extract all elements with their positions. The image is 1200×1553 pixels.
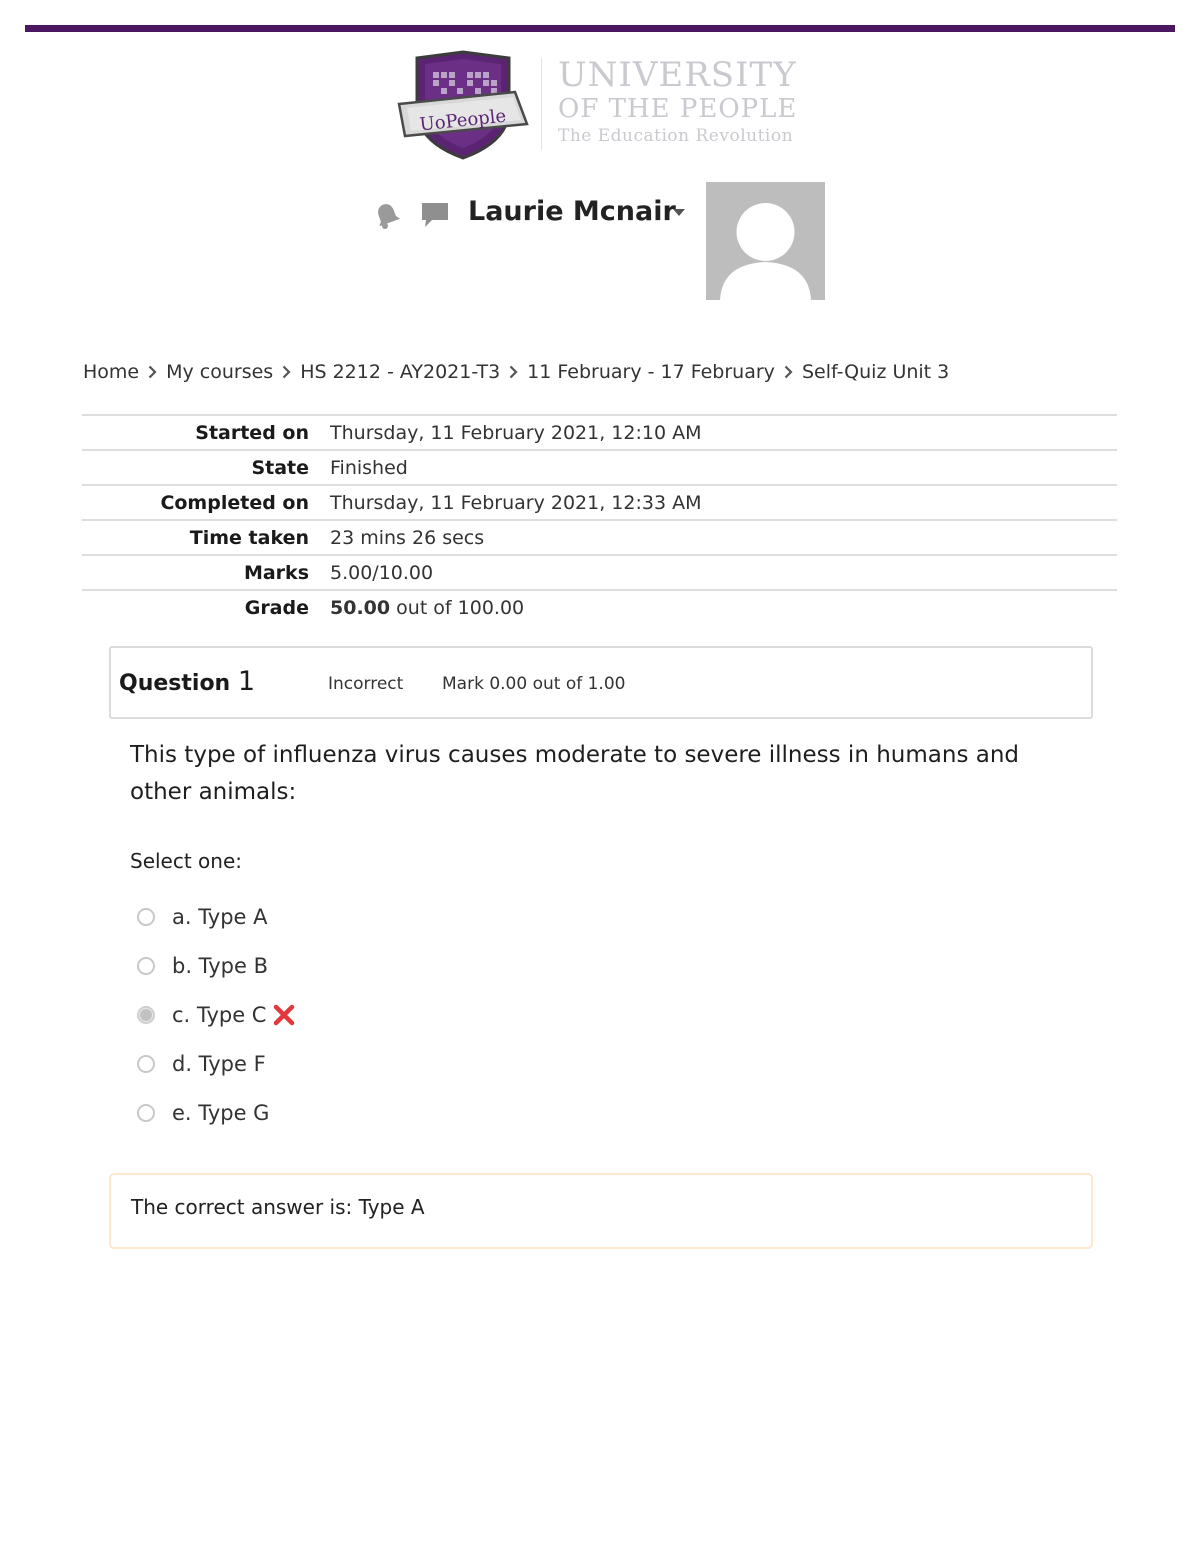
breadcrumb-my-courses[interactable]: My courses bbox=[166, 361, 274, 383]
state-value: Finished bbox=[330, 450, 1117, 485]
logo-name-line1: UNIVERSITY bbox=[558, 55, 797, 95]
chevron-right-icon bbox=[148, 365, 157, 379]
caret-down-icon[interactable] bbox=[672, 208, 686, 217]
question-label: Question bbox=[119, 671, 231, 696]
breadcrumb-course[interactable]: HS 2212 - AY2021-T3 bbox=[300, 361, 501, 383]
question-info-box bbox=[109, 646, 1093, 719]
logo-tagline: The Education Revolution bbox=[558, 126, 794, 146]
question-state: Incorrect bbox=[328, 674, 404, 694]
radio-button[interactable] bbox=[137, 908, 155, 926]
badge-text: UoPeople bbox=[418, 105, 508, 136]
breadcrumb-week[interactable]: 11 February - 17 February bbox=[527, 361, 775, 383]
summary-row-state bbox=[82, 450, 1117, 485]
radio-button[interactable] bbox=[137, 957, 155, 975]
summary-row-time bbox=[82, 520, 1117, 555]
answer-list bbox=[137, 892, 296, 1137]
grade-value: 50.00 bbox=[330, 596, 391, 619]
answer-label: a. Type A bbox=[172, 904, 268, 929]
summary-row-grade bbox=[82, 590, 1117, 624]
summary-row-marks bbox=[82, 555, 1117, 590]
logo-wordmark bbox=[558, 56, 797, 148]
x-mark-icon bbox=[272, 1003, 296, 1027]
completed-label: Completed on bbox=[82, 485, 330, 520]
time-value: 23 mins 26 secs bbox=[330, 520, 1117, 555]
radio-button[interactable] bbox=[137, 1104, 155, 1122]
answer-option-b[interactable] bbox=[137, 941, 296, 990]
chevron-right-icon bbox=[282, 365, 291, 379]
university-logo[interactable] bbox=[395, 50, 810, 162]
answer-option-d[interactable] bbox=[137, 1039, 296, 1088]
answer-label: e. Type G bbox=[172, 1100, 270, 1125]
answer-option-a[interactable] bbox=[137, 892, 296, 941]
attempt-summary-table bbox=[82, 414, 1117, 624]
chevron-right-icon bbox=[509, 365, 518, 379]
avatar-placeholder-icon bbox=[706, 182, 825, 300]
marks-label: Marks bbox=[82, 555, 330, 590]
question-mark: Mark 0.00 out of 1.00 bbox=[442, 674, 626, 694]
feedback-box bbox=[109, 1173, 1093, 1249]
correct-answer-text: The correct answer is: Type A bbox=[131, 1195, 425, 1219]
grade-value-cell bbox=[330, 590, 1117, 624]
logo-name-line2: OF THE PEOPLE bbox=[558, 94, 798, 124]
breadcrumb bbox=[83, 361, 949, 383]
state-label: State bbox=[82, 450, 330, 485]
radio-button[interactable] bbox=[137, 1055, 155, 1073]
radio-button-selected[interactable] bbox=[137, 1006, 155, 1024]
question-number: 1 bbox=[237, 666, 256, 697]
answer-label: c. Type C bbox=[172, 1002, 267, 1027]
user-menu-bar bbox=[370, 182, 830, 300]
answer-option-c[interactable] bbox=[137, 990, 296, 1039]
question-title bbox=[119, 666, 255, 697]
started-label: Started on bbox=[82, 415, 330, 450]
marks-value: 5.00/10.00 bbox=[330, 555, 1117, 590]
top-accent-bar bbox=[25, 25, 1175, 32]
bell-icon[interactable] bbox=[372, 200, 402, 230]
summary-row-completed bbox=[82, 485, 1117, 520]
grade-suffix: out of 100.00 bbox=[390, 596, 525, 619]
question-text: This type of influenza virus causes moderate to severe illness in humans and other animals: bbox=[130, 742, 1020, 805]
shield-logo-icon bbox=[395, 50, 531, 162]
time-label: Time taken bbox=[82, 520, 330, 555]
chat-icon[interactable] bbox=[420, 200, 450, 230]
user-name[interactable]: Laurie Mcnair bbox=[468, 196, 676, 227]
answer-label: b. Type B bbox=[172, 953, 268, 978]
logo-divider bbox=[541, 58, 542, 150]
avatar[interactable] bbox=[706, 182, 825, 300]
answer-label: d. Type F bbox=[172, 1051, 266, 1076]
started-value: Thursday, 11 February 2021, 12:10 AM bbox=[330, 415, 1117, 450]
chevron-right-icon bbox=[784, 365, 793, 379]
breadcrumb-home[interactable]: Home bbox=[83, 361, 140, 383]
grade-label: Grade bbox=[82, 590, 330, 624]
breadcrumb-quiz[interactable]: Self-Quiz Unit 3 bbox=[801, 361, 950, 383]
select-prompt: Select one: bbox=[130, 849, 243, 873]
completed-value: Thursday, 11 February 2021, 12:33 AM bbox=[330, 485, 1117, 520]
answer-option-e[interactable] bbox=[137, 1088, 296, 1137]
summary-row-started bbox=[82, 415, 1117, 450]
